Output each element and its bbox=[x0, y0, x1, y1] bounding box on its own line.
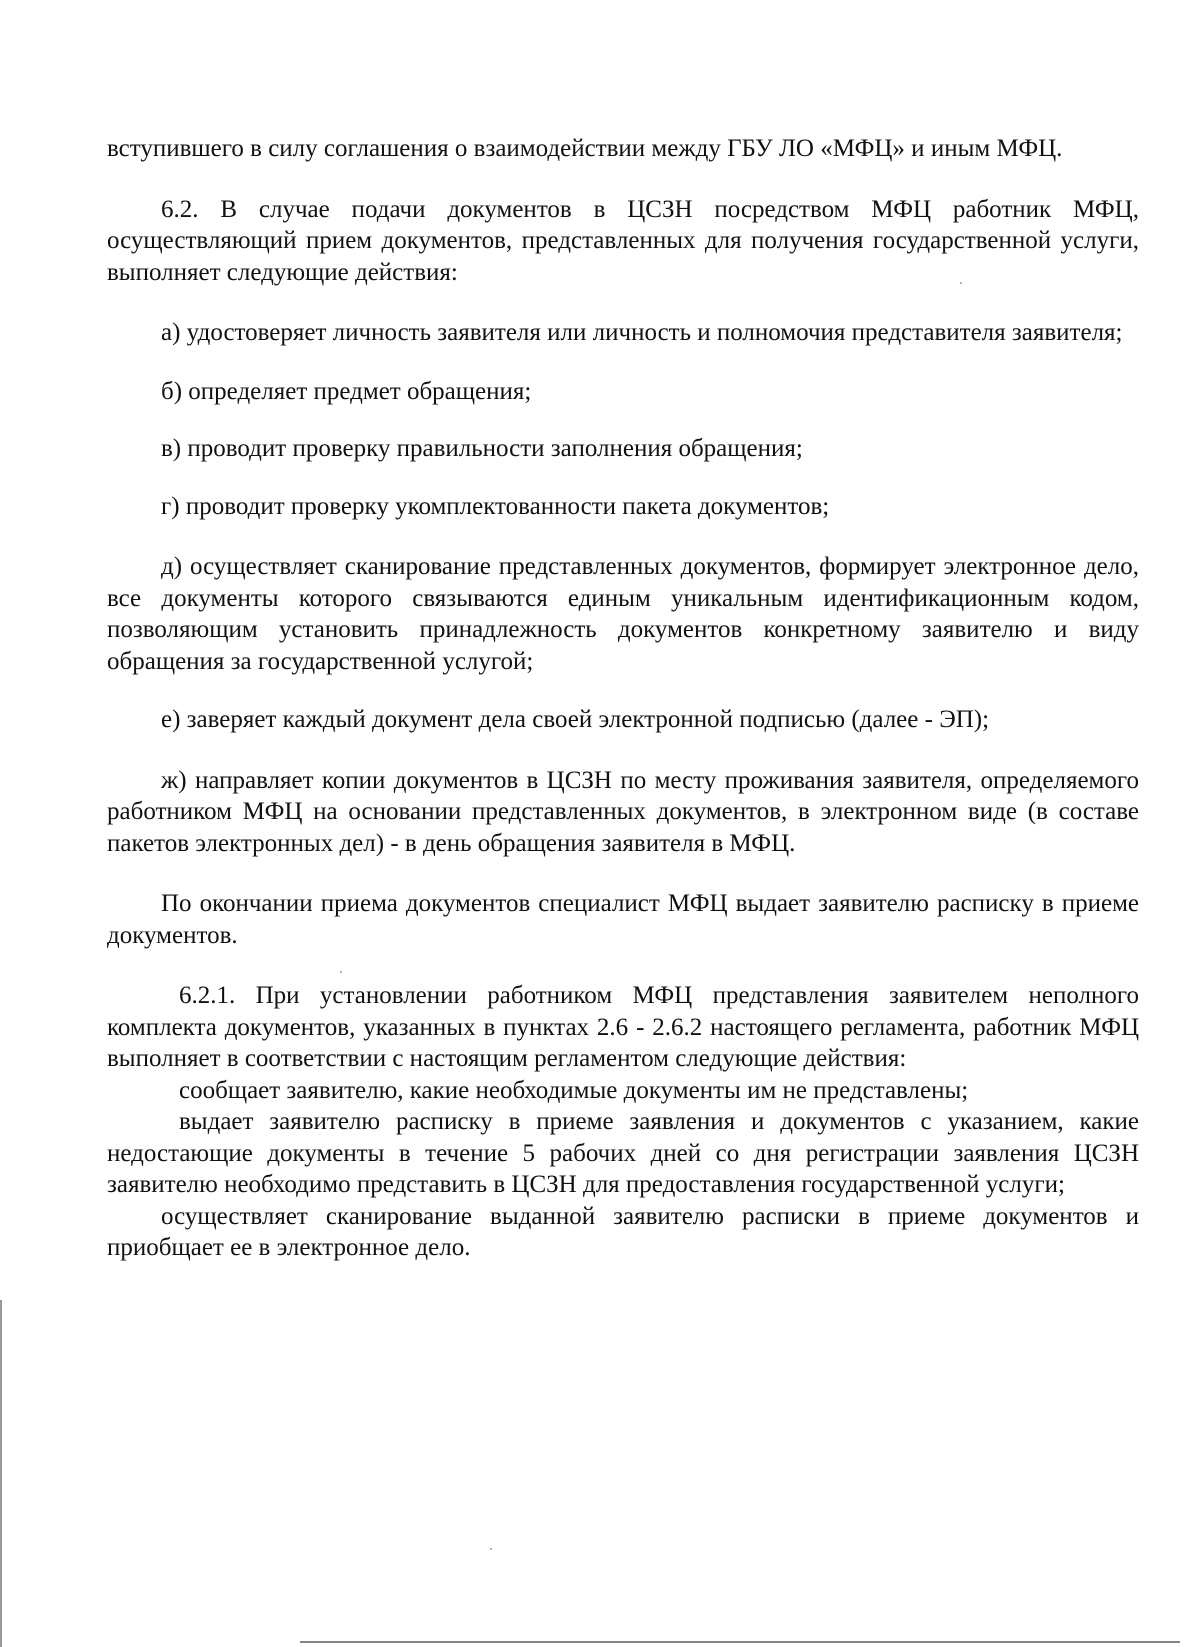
item-v: в) проводит проверку правильности заполнения обращения; bbox=[161, 435, 803, 462]
scan-speck bbox=[340, 971, 342, 973]
item-zh: ж) направляет копии документов в ЦСЗН по месту проживания заявителя, определяемого работником МФЦ на основании представленных документов, в электронном виде (в составе пакетов электронных дел) - в день обращения заявителя в МФЦ. bbox=[107, 766, 1139, 857]
item-g: г) проводит проверку укомплектованности пакета документов; bbox=[161, 492, 830, 520]
scan-speck bbox=[960, 282, 962, 284]
document-body bbox=[107, 133, 1139, 1264]
action-inform: сообщает заявителю, какие необходимые документы им не представлены; bbox=[179, 1076, 969, 1104]
item-e: е) заверяет каждый документ дела своей электронной подписью (далее - ЭП); bbox=[161, 706, 990, 733]
item-a: а) удостоверяет личность заявителя или личность и полномочия представителя заявителя; bbox=[161, 319, 1123, 346]
action-scan-receipt: осуществляет сканирование выданной заявителю расписки в приеме документов и приобщает ее в электронное дело. bbox=[107, 1202, 1139, 1261]
item-d: д) осуществляет сканирование представленных документов, формирует электронное дело, все документы которого связываются единым уникальным идентификационным кодом, позволяющим установить принадлежность документов конкретному заявителю и виду обращения за государственной услугой; bbox=[107, 553, 1139, 675]
scan-edge-left bbox=[0, 1300, 2, 1647]
scan-edge-bottom bbox=[300, 1641, 1180, 1643]
item-b: б) определяет предмет обращения; bbox=[161, 377, 532, 405]
scan-speck bbox=[490, 1548, 492, 1550]
paragraph-receipt: По окончании приема документов специалист МФЦ выдает заявителю расписку в приеме документов. bbox=[107, 890, 1139, 949]
paragraph-6-2: 6.2. В случае подачи документов в ЦСЗН посредством МФЦ работник МФЦ, осуществляющий прием документов, представленных для получения государственной услуги, выполняет следующие действия: bbox=[107, 195, 1139, 286]
paragraph-6-2-1: 6.2.1. При установлении работником МФЦ представления заявителем неполного комплекта документов, указанных в пунктах 2.6 - 2.6.2 настоящего регламента, работник МФЦ выполняет в соответствии с настоящим регламентом следующие действия: bbox=[107, 982, 1139, 1072]
paragraph-continuation: вступившего в силу соглашения о взаимодействии между ГБУ ЛО «МФЦ» и иным МФЦ. bbox=[107, 135, 1063, 162]
action-issue-receipt: выдает заявителю расписку в приеме заявления и документов с указанием, какие недостающие документы в течение 5 рабочих дней со дня регистрации заявления ЦСЗН заявителю необходимо представить в ЦСЗН для предоставления государственной услуги; bbox=[107, 1108, 1139, 1198]
